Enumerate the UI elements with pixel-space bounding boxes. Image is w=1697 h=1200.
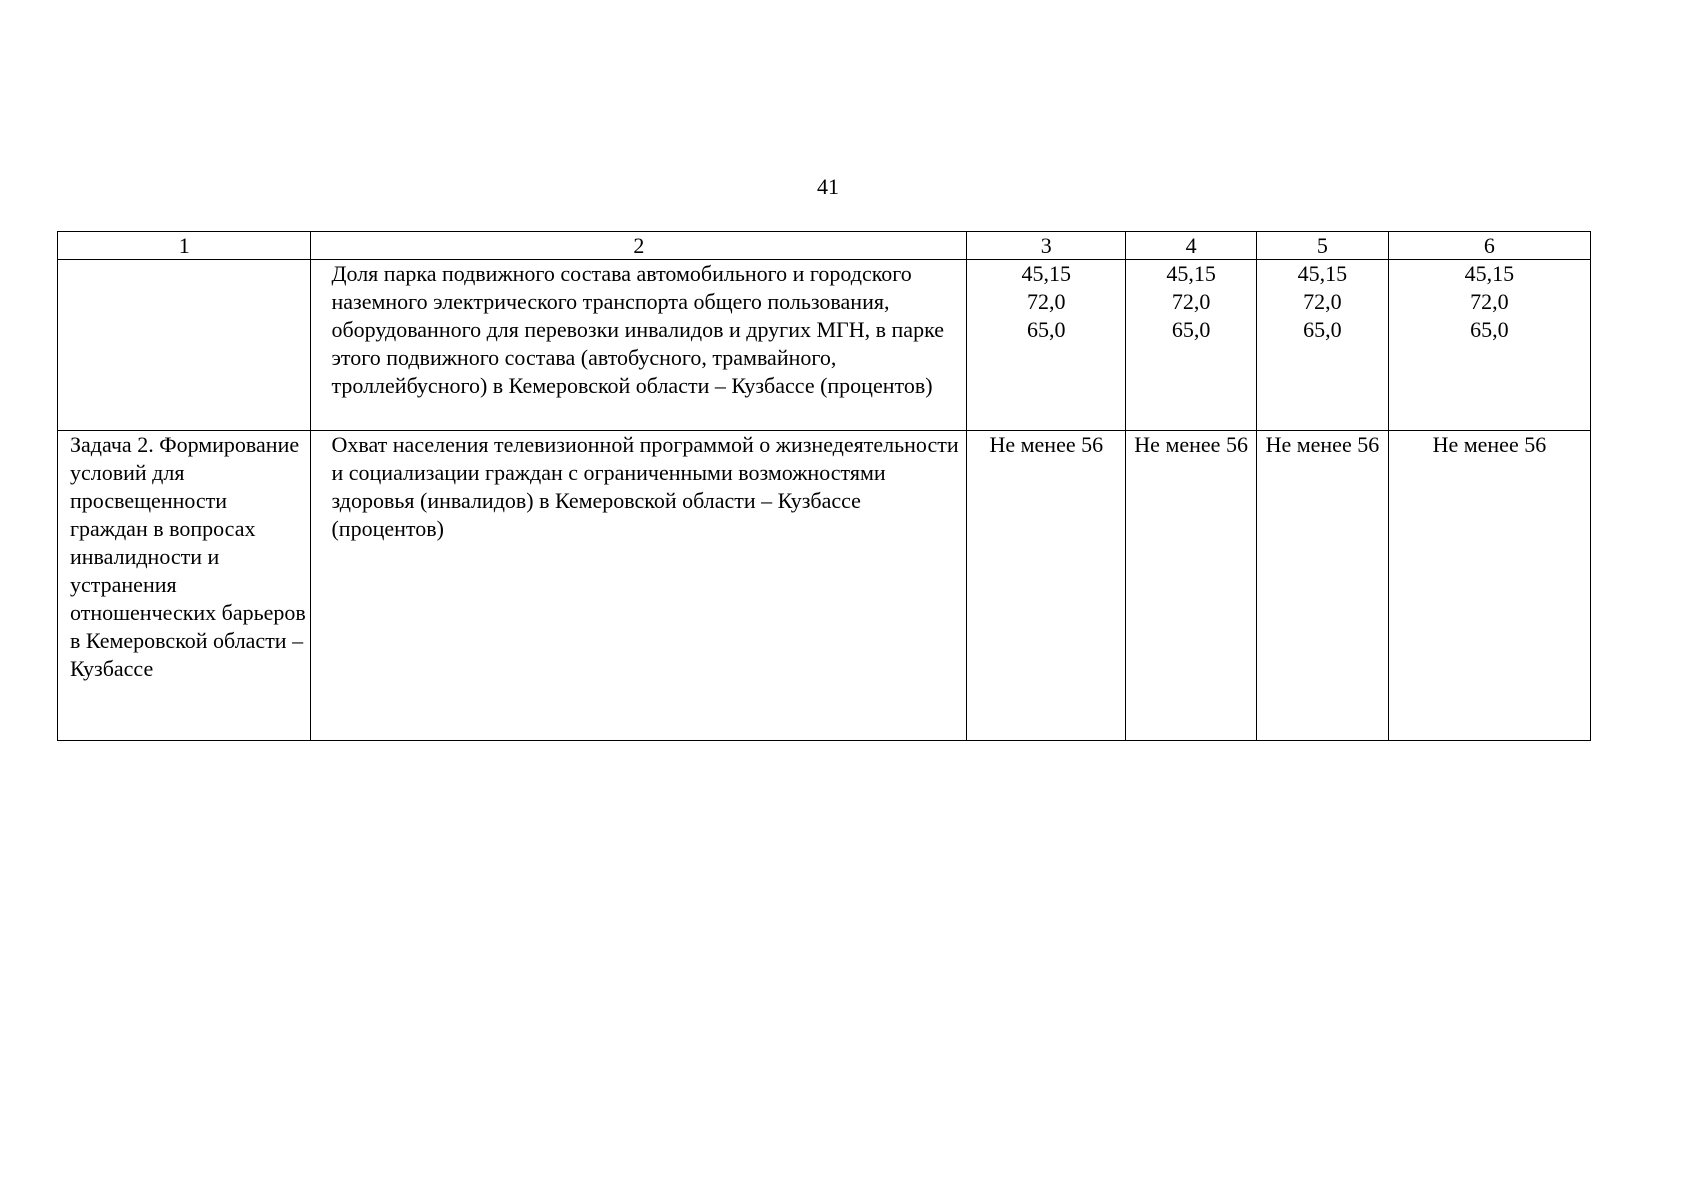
indicator-cell: Доля парка подвижного состава автомобильного и городского наземного электрического транспорта общего пользования, оборудованного для перевозки инвалидов и других МГН, в парке этого подвижного состава (автобусного, трамвайного, троллейбусного) в Кемеровской области – Кузбассе (процентов) — [311, 260, 967, 431]
value-cell — [1257, 260, 1389, 431]
value-line: 72,0 — [1027, 289, 1066, 314]
header-cell-4: 4 — [1126, 232, 1257, 260]
value-line: 65,0 — [1470, 317, 1509, 342]
value-line: 45,15 — [1166, 261, 1216, 286]
value-line: 45,15 — [1464, 261, 1515, 286]
value-cell — [967, 260, 1126, 431]
value-cell — [1126, 260, 1257, 431]
header-cell-6: 6 — [1388, 232, 1590, 260]
value-line: 65,0 — [1027, 317, 1066, 342]
value-line: 45,15 — [1297, 261, 1348, 286]
value-line: 72,0 — [1470, 289, 1509, 314]
value-line: Не менее 56 — [989, 432, 1104, 457]
value-line: 72,0 — [1171, 289, 1211, 314]
value-line: Не менее 56 — [1265, 432, 1380, 457]
header-cell-3: 3 — [967, 232, 1126, 260]
table-header-row — [58, 232, 1591, 260]
value-cell — [1388, 431, 1590, 741]
table-row — [58, 431, 1591, 741]
header-cell-1: 1 — [58, 232, 311, 260]
table-row — [58, 260, 1591, 431]
value-line: 65,0 — [1303, 317, 1342, 342]
value-line: 65,0 — [1171, 317, 1211, 342]
page-number: 41 — [817, 174, 839, 199]
task-cell: Задача 2. Формирование условий для просвещенности граждан в вопросах инвалидности и устранения отношенческих барьеров в Кемеровской области – Кузбассе — [58, 431, 311, 741]
value-line: Не менее 56 — [1134, 432, 1248, 457]
header-cell-5: 5 — [1257, 232, 1389, 260]
value-cell — [967, 431, 1126, 741]
value-cell — [1257, 431, 1389, 741]
indicator-cell: Охват населения телевизионной программой о жизнедеятельности и социализации граждан с ограниченными возможностями здоровья (инвалидов) в Кемеровской области – Кузбассе (процентов) — [311, 431, 967, 741]
value-line: 45,15 — [1021, 261, 1072, 286]
task-cell — [58, 260, 311, 431]
header-cell-2: 2 — [311, 232, 967, 260]
value-line: Не менее 56 — [1432, 432, 1547, 457]
value-cell — [1388, 260, 1590, 431]
indicators-table — [57, 231, 1591, 741]
value-cell — [1126, 431, 1257, 741]
value-line: 72,0 — [1303, 289, 1342, 314]
